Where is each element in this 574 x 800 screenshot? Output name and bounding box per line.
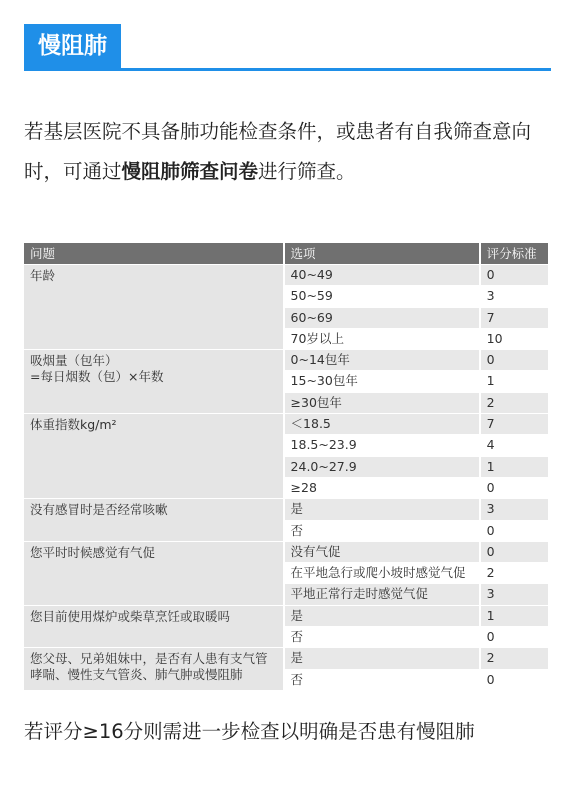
score-cell: 0 <box>481 265 550 286</box>
header-score: 评分标准 <box>481 243 550 265</box>
option-cell: ≥30包年 <box>285 393 481 414</box>
question-cell: 您父母、兄弟姐妹中，是否有人患有支气管哮喘、慢性支气管炎、肺气肿或慢阻肺 <box>24 648 285 691</box>
question-cell: 您目前使用煤炉或柴草烹饪或取暖吗 <box>24 606 285 649</box>
question-cell: 吸烟量（包年） =每日烟数（包）×年数 <box>24 350 285 414</box>
score-cell: 10 <box>481 329 550 350</box>
table-row <box>24 499 550 520</box>
screening-table <box>24 243 550 691</box>
question-cell: 年龄 <box>24 265 285 350</box>
header-question: 问题 <box>24 243 285 265</box>
option-cell: 没有气促 <box>285 542 481 563</box>
intro-text-part2: 进行筛查。 <box>258 160 356 183</box>
option-cell: ＜18.5 <box>285 414 481 435</box>
table-row <box>24 350 550 371</box>
score-cell: 3 <box>481 499 550 520</box>
score-cell: 3 <box>481 584 550 605</box>
option-cell: ≥28 <box>285 478 481 499</box>
score-cell: 0 <box>481 521 550 542</box>
score-cell: 2 <box>481 648 550 669</box>
score-cell: 4 <box>481 435 550 456</box>
score-cell: 0 <box>481 478 550 499</box>
question-cell: 没有感冒时是否经常咳嗽 <box>24 499 285 542</box>
section-title: 慢阻肺 <box>38 33 107 59</box>
option-cell: 50~59 <box>285 286 481 307</box>
question-cell: 您平时时候感觉有气促 <box>24 542 285 606</box>
score-cell: 0 <box>481 542 550 563</box>
intro-text-part1: 若基层医院不具备肺功能检查条件，或患者有自我筛查意向时，可通过 <box>24 120 532 183</box>
score-cell: 0 <box>481 627 550 648</box>
score-cell: 7 <box>481 308 550 329</box>
conclusion-paragraph: 若评分≥16分则需进一步检查以明确是否患有慢阻肺 <box>24 720 475 743</box>
intro-text-bold: 慢阻肺筛查问卷 <box>121 160 259 183</box>
option-cell: 否 <box>285 670 481 691</box>
section-underline <box>24 68 551 71</box>
table-row <box>24 606 550 627</box>
option-cell: 40~49 <box>285 265 481 286</box>
score-cell: 1 <box>481 606 550 627</box>
score-cell: 0 <box>481 670 550 691</box>
header-option: 选项 <box>285 243 481 265</box>
score-cell: 1 <box>481 457 550 478</box>
table-row <box>24 265 550 286</box>
question-cell: 体重指数kg/m² <box>24 414 285 499</box>
option-cell: 在平地急行或爬小坡时感觉气促 <box>285 563 481 584</box>
table-body <box>24 265 550 691</box>
option-cell: 是 <box>285 499 481 520</box>
option-cell: 是 <box>285 606 481 627</box>
option-cell: 18.5~23.9 <box>285 435 481 456</box>
option-cell: 是 <box>285 648 481 669</box>
option-cell: 否 <box>285 521 481 542</box>
score-cell: 7 <box>481 414 550 435</box>
score-cell: 2 <box>481 563 550 584</box>
option-cell: 70岁以上 <box>285 329 481 350</box>
score-cell: 3 <box>481 286 550 307</box>
table-header-row <box>24 243 550 265</box>
score-cell: 1 <box>481 371 550 392</box>
score-cell: 0 <box>481 350 550 371</box>
option-cell: 60~69 <box>285 308 481 329</box>
option-cell: 24.0~27.9 <box>285 457 481 478</box>
option-cell: 0~14包年 <box>285 350 481 371</box>
section-title-badge <box>24 24 121 68</box>
option-cell: 15~30包年 <box>285 371 481 392</box>
table-row <box>24 542 550 563</box>
intro-paragraph <box>24 112 554 192</box>
option-cell: 否 <box>285 627 481 648</box>
option-cell: 平地正常行走时感觉气促 <box>285 584 481 605</box>
score-cell: 2 <box>481 393 550 414</box>
table-row <box>24 414 550 435</box>
table-row <box>24 648 550 669</box>
